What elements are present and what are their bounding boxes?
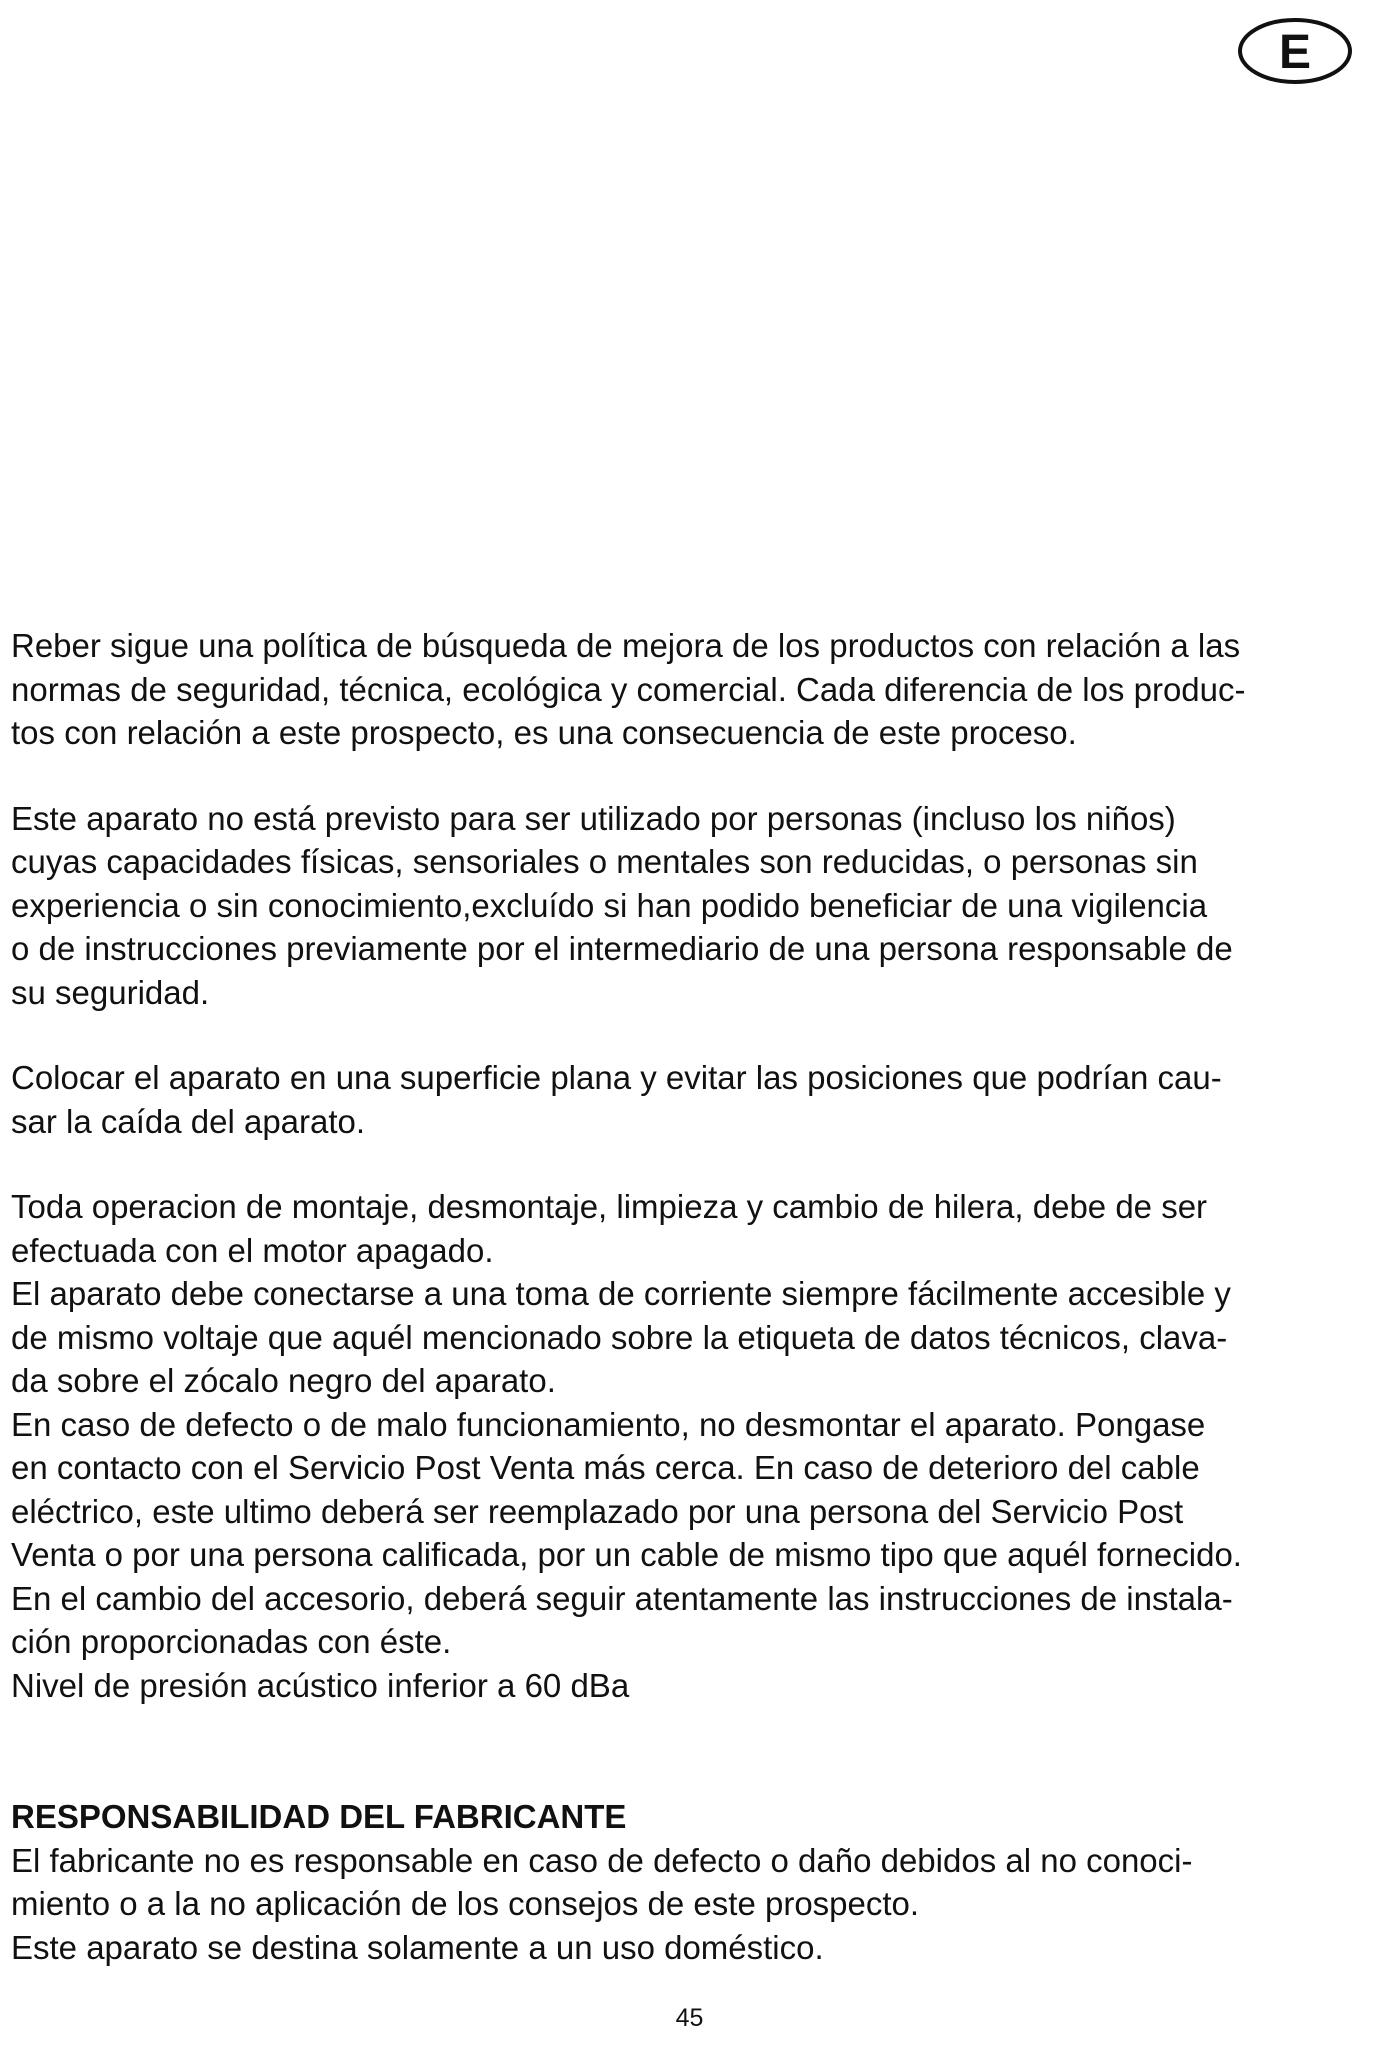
text-line: El fabricante no es responsable en caso de defecto o daño debidos al no conoci-: [11, 1841, 1193, 1879]
text-line: eléctrico, este ultimo deberá ser reemplazado por una persona del Servicio Post: [11, 1492, 1184, 1530]
language-badge: [1236, 16, 1354, 86]
text-line: de mismo voltaje que aquél mencionado sobre la etiqueta de datos técnicos, clava-: [11, 1318, 1228, 1356]
text-line: ción proporcionadas con éste.: [11, 1623, 452, 1660]
text-line: sar la caída del aparato.: [11, 1102, 366, 1140]
language-badge-letter: E: [1278, 26, 1312, 79]
document-body: [11, 624, 1371, 1969]
text-line: tos con relación a este prospecto, es una consecuencia de este proceso.: [11, 714, 1077, 751]
text-line: Nivel de presión acústico inferior a 60 dBa: [11, 1666, 630, 1704]
page-number: 45: [675, 2004, 704, 2032]
text-line: miento o a la no aplicación de los consejos de este prospecto.: [11, 1885, 920, 1922]
paragraph-manufacturer-liability: [11, 1839, 1371, 1970]
text-line: Venta o por una persona calificada, por un cable de mismo tipo que aquél fornecido.: [11, 1536, 1242, 1573]
text-line: Reber sigue una política de búsqueda de mejora de los productos con relación a las: [11, 627, 1241, 664]
text-line: su seguridad.: [11, 973, 210, 1011]
paragraph-policy: [11, 624, 1371, 755]
text-line: experiencia o sin conocimiento,excluído si han podido beneficiar de una vigilencia: [11, 886, 1208, 924]
text-line: normas de seguridad, técnica, ecológica y comercial. Cada diferencia de los produc-: [11, 670, 1246, 708]
text-line: efectuada con el motor apagado.: [11, 1231, 494, 1269]
paragraph-usage-restrictions: [11, 797, 1371, 1015]
text-line: o de instrucciones previamente por el intermediario de una persona responsable de: [11, 930, 1233, 967]
text-line: En caso de defecto o de malo funcionamiento, no desmontar el aparato. Pongase: [11, 1405, 1206, 1443]
text-line: en contacto con el Servicio Post Venta más cerca. En caso de deterioro del cable: [11, 1449, 1200, 1486]
text-line: cuyas capacidades físicas, sensoriales o mentales son reducidas, o personas sin: [11, 843, 1198, 880]
text-line: Colocar el aparato en una superficie plana y evitar las posiciones que podrían cau-: [11, 1059, 1222, 1096]
section-heading-manufacturer: RESPONSABILIDAD DEL FABRICANTE: [11, 1798, 627, 1835]
text-line: Toda operacion de montaje, desmontaje, limpieza y cambio de hilera, debe de ser: [11, 1188, 1208, 1225]
text-line: da sobre el zócalo negro del aparato.: [11, 1362, 556, 1399]
text-line: Este aparato se destina solamente a un uso doméstico.: [11, 1928, 824, 1966]
text-line: En el cambio del accesorio, deberá seguir atentamente las instrucciones de instala-: [11, 1579, 1233, 1617]
text-line: Este aparato no está previsto para ser utilizado por personas (incluso los niños): [11, 799, 1176, 837]
paragraph-placement: [11, 1056, 1371, 1143]
paragraph-safety-instructions: [11, 1185, 1371, 1707]
language-badge-oval: [1236, 16, 1354, 86]
text-line: El aparato debe conectarse a una toma de corriente siempre fácilmente accesible y: [11, 1275, 1231, 1312]
